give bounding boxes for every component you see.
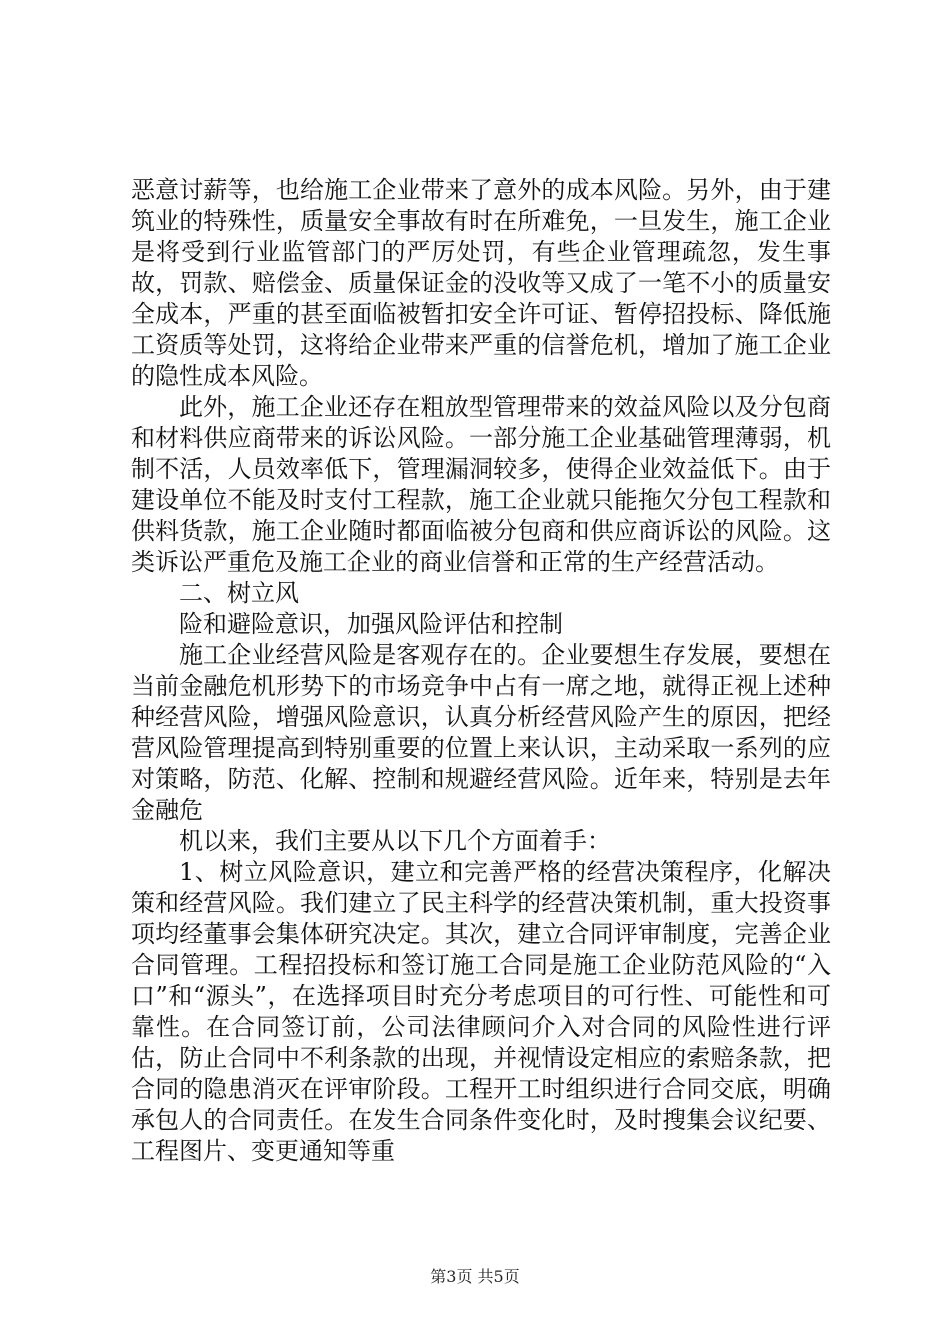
section-heading-part1: 二、树立风 <box>179 579 299 607</box>
section-heading-part2: 险和避险意识，加强风险评估和控制 <box>179 610 563 638</box>
paragraph-cost-risk: 恶意讨薪等，也给施工企业带来了意外的成本风险。另外，由于建筑业的特殊性，质量安全事故有时在所难免，一旦发生，施工企业是将受到行业监管部门的严厉处罚，有些企业管理疏忽，发生事故，罚款、赔偿金、质量保证金的没收等又成了一笔不小的质量安全成本，严重的甚至面临被暂扣安全许可证、暂停招投标、降低施工资质等处罚，这将给企业带来严重的信誉危机，增加了施工企业的隐性成本风险。 <box>131 176 831 390</box>
paragraph-measure-1: 1、树立风险意识，建立和完善严格的经营决策程序，化解决策和经营风险。我们建立了民主科学的经营决策机制，重大投资事项均经董事会集体研究决定。其次，建立合同评审制度，完善企业合同管理。工程招投标和签订施工合同是施工企业防范风险的“入口”和“源头”，在选择项目时充分考虑项目的可行性、可能性和可靠性。在合同签订前，公司法律顾问介入对合同的风险性进行评估，防止合同中不利条款的出现，并视情设定相应的索赔条款，把合同的隐患消灭在评审阶段。工程开工时组织进行合同交底，明确承包人的合同责任。在发生合同条件变化时，及时搜集会议纪要、工程图片、变更通知等重 <box>131 858 831 1165</box>
paragraph-risk-awareness: 施工企业经营风险是客观存在的。企业要想生存发展，要想在当前金融危机形势下的市场竞争中占有一席之地，就得正视上述种种经营风险，增强风险意识，认真分析经营风险产生的原因，把经营风险管理提高到特别重要的位置上来认识，主动采取一系列的应对策略，防范、化解、控制和规避经营风险。近年来，特别是去年金融危 <box>131 641 831 824</box>
paragraph-measures-intro: 机以来，我们主要从以下几个方面着手： <box>179 827 611 855</box>
document-body <box>131 175 831 1167</box>
paragraph-litigation-risk: 此外，施工企业还存在粗放型管理带来的效益风险以及分包商和材料供应商带来的诉讼风险。一部分施工企业基础管理薄弱，机制不活，人员效率低下，管理漏洞较多，使得企业效益低下。由于建设单位不能及时支付工程款，施工企业就只能拖欠分包工程款和供料货款，施工企业随时都面临被分包商和供应商诉讼的风险。这类诉讼严重危及施工企业的商业信誉和正常的生产经营活动。 <box>131 393 831 576</box>
page-number-footer: 第3页 共5页 <box>430 1267 520 1286</box>
